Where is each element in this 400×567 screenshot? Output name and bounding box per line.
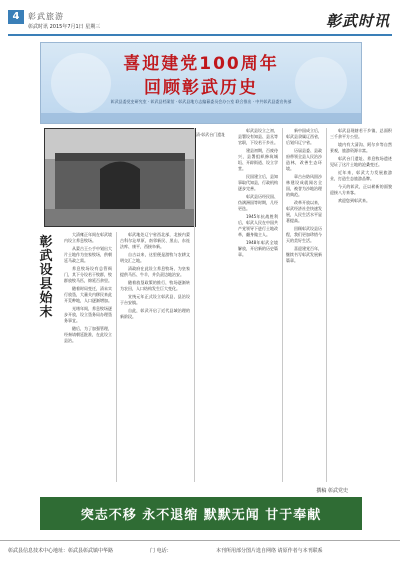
article-column-2 [120,232,190,482]
heading-char: 彰 [39,235,53,250]
section-heading-vertical [36,236,56,320]
paragraph: 彰武台门遗址、养息牧场遗迹见证了这片土地的沧桑变迁。 [330,156,392,167]
paragraph: 今天的彰武，正以崭新的面貌迎接八方来客。 [330,184,392,195]
column-divider [282,128,283,482]
article-column-5 [330,128,392,482]
paragraph: 大清雍正年间在彰武境内设立养息牧场。 [64,232,112,243]
paragraph: 自古以来，这里便是游牧与农耕文明交汇之地。 [120,252,190,263]
paragraph: 养息牧场设有总管衙门，其下分设若干牧群，牧群放牧马匹，绵延百余里。 [64,266,112,283]
header-rule [8,34,392,36]
paragraph: 建县初期，百废待兴，县署组织修筑城垣、开辟街道、设立学堂。 [238,148,278,171]
paragraph: 章古台防风固沙林建设成就闻名全国，被誉为沙地治理的典范。 [286,174,322,197]
page-number: 4 [8,10,24,24]
historical-photo [44,128,196,227]
paragraph: 1948年彰武全境解放，开启新的历史篇章。 [238,240,278,257]
paragraph: 新中国成立后，彰武县隶属辽西省，后划归辽宁省。 [286,128,322,145]
paragraph: 1945年抗战胜利后，彰武人民在中国共产党领导下进行土地改革，翻身做主人。 [238,214,278,237]
heading-char: 末 [39,305,53,320]
section-name: 彰武旅游 [28,12,64,21]
paragraph: 随后，为了加强管理，经奏请朝廷批准，在此设立县治。 [64,326,112,343]
paragraph: 彰武县历经民国、伪满洲国等时期，几经更迭。 [238,194,278,211]
banner-title-line1: 喜迎建党100周年 [123,54,279,74]
headline-banner [40,42,362,124]
paragraph: 历届县委、县政府带领全县人民治沙造林，改善生态环境。 [286,148,322,171]
paragraph: 光绪年间，养息牧场逐步开放，设立垦务局办理垦务事宜。 [64,306,112,323]
paragraph: 随着放垦政策的推行，牧场逐渐转为农田，人口结构发生巨大变化。 [120,280,190,291]
paragraph: 喜迎建党百年，继续书写彰武发展新篇章。 [286,246,322,263]
author-credit: 撰稿 彰武党史 [316,488,348,494]
paragraph: 境内有大清沟、阿尔乡等自然景观，旅游资源丰富。 [330,142,392,153]
paragraph: 清政府在此设立养息牧场，为皇家提供马匹、牛羊，并负责边地治安。 [120,266,190,277]
bottom-address: 彰武县信息技术中心地址：彰武县彰武镇中华路 [8,548,114,554]
heading-char: 县 [39,277,53,292]
paragraph: 从蒙古王公手中划出大片土地作为皇家牧场，供朝廷马政之需。 [64,246,112,263]
heading-char: 始 [39,291,53,306]
bottom-disclaimer: 本刊所用部分图片选自网络 请原作者与本刊联系 [216,548,323,554]
article-column-1 [64,232,112,482]
paragraph: 民国建立后，县知事取代知县，行政机构逐步完善。 [238,174,278,191]
paragraph: 彰武县设立之初，县署设有知县、县丞等官职，下设若干乡社。 [238,128,278,145]
paragraph: 宣统元年正式设立彰武县，县治设于台安镇。 [120,294,190,305]
page-header [8,8,392,32]
banner-subtitle: 彰武县委党史研究室 · 彰武县档案馆 · 彰武县地方志编纂委员会办公室 联合推出 · 中共彰武县委宣传部 [110,99,292,104]
paragraph: 回顾彰武设县历程，我们更加珍惜今天的美好生活。 [286,226,322,243]
paragraph: 彰武县现辖若干乡镇，总面积三千余平方公里。 [330,128,392,139]
banner-title-line2: 回顾彰武历史 [144,78,258,98]
paragraph: 近年来，彰武大力发展旅游业，打造生态旅游品牌。 [330,170,392,181]
paragraph: 自此，彰武开启了近代县域治理的新阶段。 [120,308,190,319]
column-divider [194,128,195,482]
bottom-info-bar [0,540,400,563]
photo-caption: 清·彰武台门遗址 [196,132,226,137]
heading-char: 武 [39,249,53,264]
gate-photo-illustration [45,129,195,226]
column-divider [326,128,327,482]
article-column-3 [238,128,278,482]
paragraph: 随着时局变迁，清末实行放垦，大量关内移民来此开荒种地，人口逐渐增加。 [64,286,112,303]
paragraph: 彰武地处辽宁省西北部，北接内蒙古科尔沁草原，南邻新民、黑山，东连法库、康平，西接阜新。 [120,232,190,249]
heading-char: 设 [39,263,53,278]
date-line: 彰武时讯 2015年7月1日 星期三 [28,24,101,30]
paragraph: 欢迎您到彰武来。 [338,198,370,203]
masthead: 彰武时讯 [325,12,390,30]
slogan-banner [40,497,362,530]
bottom-phone: 门 电话： [150,548,172,554]
column-divider [116,232,117,482]
paragraph: 改革开放以来，彰武经济社会快速发展，人民生活水平显著提高。 [286,200,322,223]
slogan-text: 突志不移 永不退缩 默默无闻 甘于奉献 [80,508,322,523]
article-column-4 [286,128,322,482]
